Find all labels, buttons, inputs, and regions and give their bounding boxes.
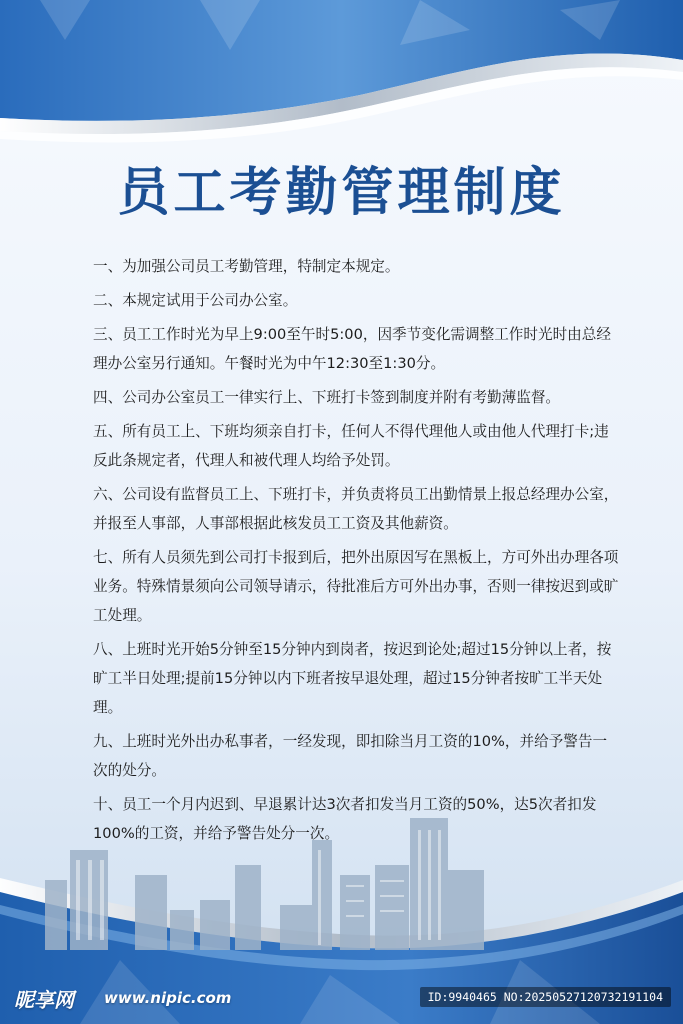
rule-item: 六、公司设有监督员工上、下班打卡，并负责将员工出勤情景上报总经理办公室，并报至人事部，人事部根据此核发员工工资及其他薪资。 [93, 486, 619, 532]
rule-item: 四、公司办公室员工一律实行上、下班打卡签到制度并附有考勤薄监督。 [93, 389, 561, 406]
rule-item: 三、员工工作时光为早上9:00至午时5:00，因季节变化需调整工作时光时由总经理办公室另行通知。午餐时光为中午12:30至1:30分。 [93, 326, 611, 372]
watermark-url: www.nipic.com [104, 989, 232, 1007]
rule-item: 七、所有人员须先到公司打卡报到后，把外出原因写在黑板上，方可外出办理各项业务。特殊情景须向公司领导请示，待批准后方可外出办事，否则一律按迟到或旷工处理。 [93, 549, 619, 624]
rule-item: 十、员工一个月内迟到、早退累计达3次者扣发当月工资的50%，达5次者扣发100%的工资，并给予警告处分一次。 [93, 796, 597, 842]
watermark-logo: 昵享网 [14, 988, 74, 1012]
rule-item: 九、上班时光外出办私事者，一经发现，即扣除当月工资的10%，并给予警告一次的处分。 [93, 733, 608, 779]
rules-list [93, 252, 621, 853]
rule-item: 二、本规定试用于公司办公室。 [93, 292, 298, 309]
rule-item: 五、所有员工上、下班均须亲自打卡，任何人不得代理他人或由他人代理打卡;违反此条规定者，代理人和被代理人均给予处罚。 [93, 423, 609, 469]
page-title: 员工考勤管理制度 [117, 162, 566, 223]
image-id-label: ID:9940465 NO:20250527120732191104 [420, 987, 671, 1007]
rule-item: 一、为加强公司员工考勤管理，特制定本规定。 [93, 258, 400, 275]
rule-item: 八、上班时光开始5分钟至15分钟内到岗者，按迟到论处;超过15分钟以上者，按旷工半日处理;提前15分钟以内下班者按早退处理，超过15分钟者按旷工半天处理。 [93, 641, 612, 716]
